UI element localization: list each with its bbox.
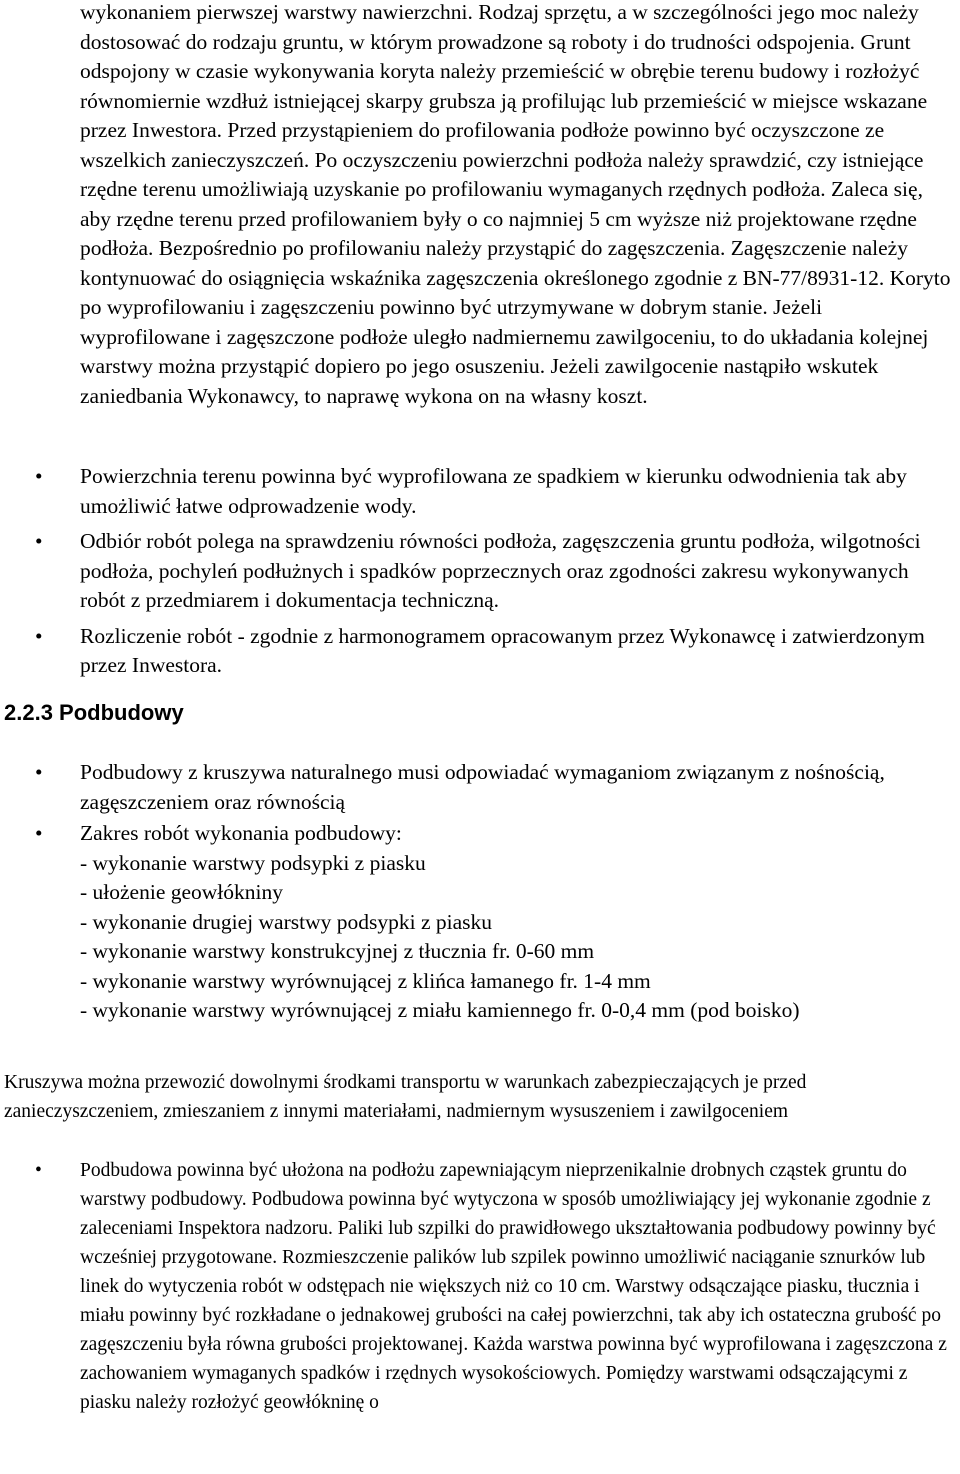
scope-item: - wykonanie warstwy podsypki z piasku bbox=[80, 850, 426, 875]
list-item: • Podbudowa powinna być ułożona na podłożu zapewniającym nieprzenikalnie drobnych cząstek gruntu do warstwy podbudowy. Podbudowa powinna być wytyczona w sposób umożliwiający jej wykonanie zgodnie z zaleceniami Inspektora nadzoru. Paliki lub szpilki do prawidłowego ukształtowania podbudowy powinny być wcześniej przygotowane. Rozmieszczenie palików lub szpilek powinno umożliwić naciąganie sznurków lub linek do wytyczenia robót w odstępach nie większych niż co 10 cm. Warstwy odsączające piasku, tłucznia i miału powinny być rozkładane o jednakowej grubości na całej powierzchni, tak aby ich ostateczna grubość po zagęszczeniu była równa grubości projektowanej. Każda warstwa powinna być wyprofilowana i zagęszczona z zachowaniem wymaganych spadków i rzędnych wysokościowych. Pomiędzy warstwami odsączającymi z piasku należy rozłożyć geowłókninę o bbox=[80, 1156, 956, 1417]
bullet-list-requirements bbox=[80, 462, 956, 687]
scope-item: - ułożenie geowłókniny bbox=[80, 880, 284, 904]
list-item: • Rozliczenie robót - zgodnie z harmonogramem opracowanym przez Wykonawcę i zatwierdzonym przez Inwestora. bbox=[80, 622, 956, 681]
scope-item: - wykonanie warstwy wyrównującej z miału kamiennego fr. 0-0,4 mm (pod boisko) bbox=[80, 998, 800, 1022]
bullet-list-subbase bbox=[80, 758, 956, 1028]
scope-item: - wykonanie drugiej warstwy podsypki z piasku bbox=[80, 909, 493, 934]
list-item: • Odbiór robót polega na sprawdzeniu równości podłoża, zagęszczenia gruntu podłoża, wilgotności podłoża, pochyleń podłużnych i spadków poprzecznych oraz zgodności zakresu wykonywanych robót z przedmiarem i dokumentacja techniczną. bbox=[80, 527, 956, 616]
continuation-paragraph: wykonaniem pierwszej warstwy nawierzchni. Rodzaj sprzętu, a w szczególności jego moc należy dostosować do rodzaju gruntu, w którym prowadzone są roboty i do trudności odspojenia. Grunt odspojony w czasie wykonywania koryta należy przemieścić w obrębie terenu budowy i rozłożyć równomiernie wzdłuż istniejącej skarpy grubsza ją profilując lub przemieścić w miejsce wskazane przez Inwestora. Przed przystąpieniem do profilowania podłoże powinno być oczyszczone ze wszelkich zanieczyszczeń. Po oczyszczeniu powierzchni podłoża należy sprawdzić, czy istniejące rzędne terenu umożliwiają uzyskanie po profilowaniu wymaganych rzędnych podłoża. Zaleca się, aby rzędne terenu przed profilowaniem były o co najmniej 5 cm wyższe niż projektowane rzędne podłoża. Bezpośrednio po profilowaniu należy przystąpić do zagęszczenia. Zagęszczenie należy kontynuować do osiągnięcia wskaźnika zagęszczenia określonego zgodnie z BN-77/8931-12. Koryto po wyprofilowaniu i zagęszczeniu powinno być utrzymywane w dobrym stanie. Jeżeli wyprofilowane i zagęszczone podłoże uległo nadmiernemu zawilgoceniu, to do układania kolejnej warstwy można przystąpić dopiero po jego osuszeniu. Jeżeli zawilgocenie nastąpiło wskutek zaniedbania Wykonawcy, to naprawę wykona on na własny koszt. bbox=[80, 0, 951, 408]
list-item: • Powierzchnia terenu powinna być wyprofilowana ze spadkiem w kierunku odwodnienia tak aby umożliwić łatwe odprowadzenie wody. bbox=[80, 462, 956, 521]
scope-item: - wykonanie warstwy konstrukcyjnej z tłucznia fr. 0-60 mm bbox=[80, 939, 595, 963]
list-item: • Podbudowy z kruszywa naturalnego musi odpowiadać wymaganiom związanym z nośnością, zagęszczeniem oraz równością bbox=[80, 758, 956, 817]
continuation-block bbox=[80, 0, 956, 411]
bullet-list-subbase-execution bbox=[80, 1156, 956, 1417]
list-item-scope bbox=[80, 819, 956, 1026]
scope-item: - wykonanie warstwy wyrównującej z klińca łamanego fr. 1-4 mm bbox=[80, 968, 651, 993]
transport-paragraph: Kruszywa można przewozić dowolnymi środkami transportu w warunkach zabezpieczających je przed zanieczyszczeniem, zmieszaniem z innymi materiałami, nadmiernym wysuszeniem i zawilgoceniem bbox=[4, 1072, 807, 1122]
section-heading: 2.2.3 Podbudowy bbox=[4, 700, 184, 725]
scope-title: • Zakres robót wykonania podbudowy: bbox=[80, 821, 402, 845]
